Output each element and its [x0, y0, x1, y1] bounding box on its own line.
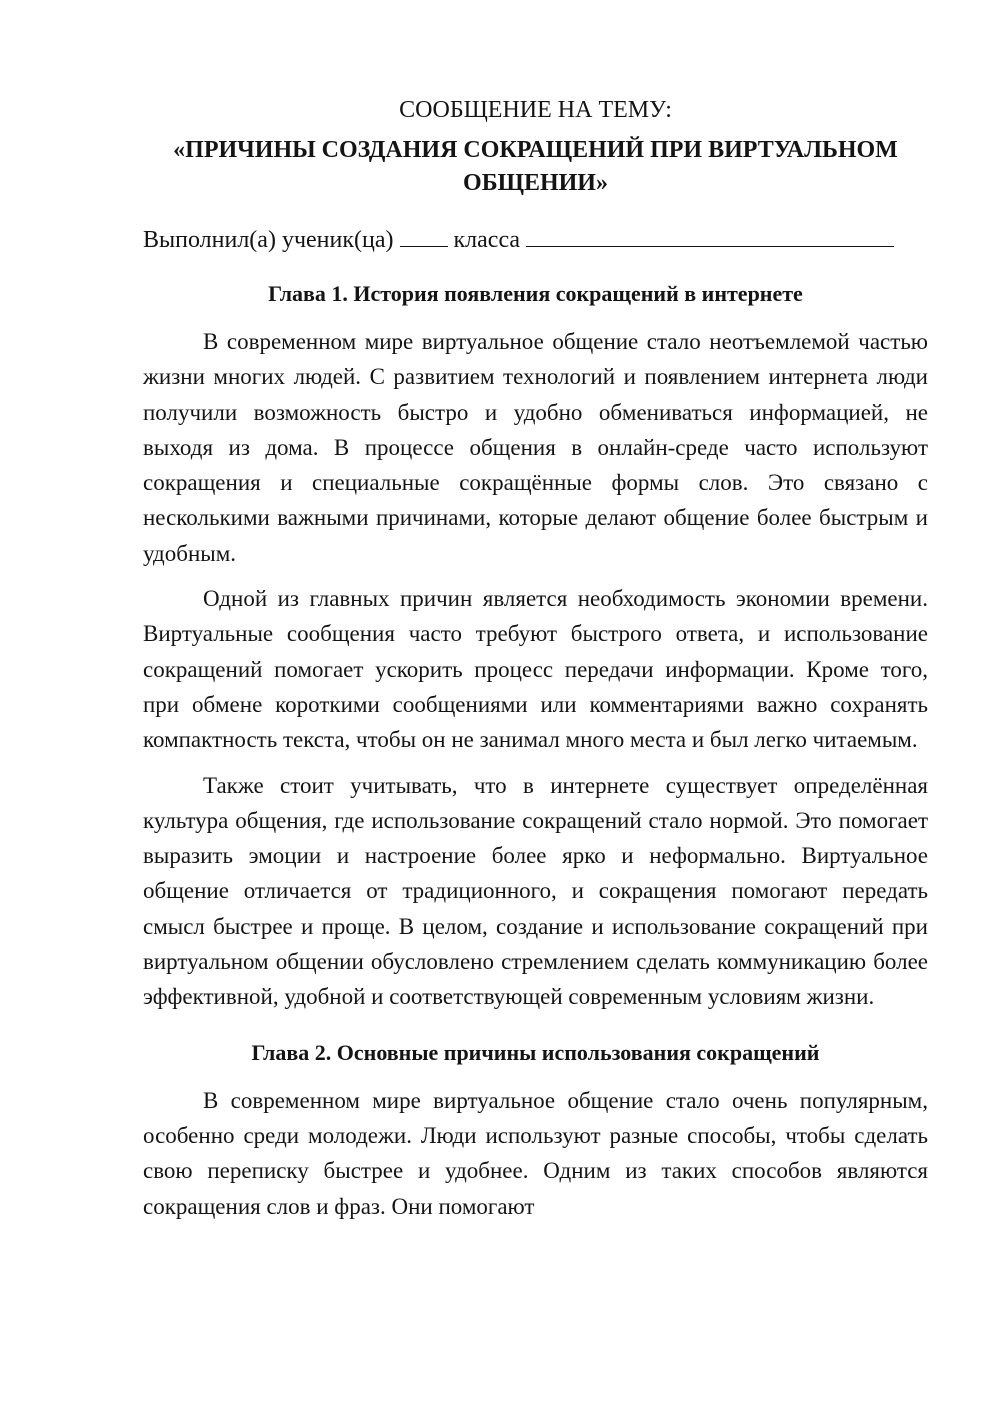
class-label: класса [453, 227, 521, 253]
class-number-blank[interactable] [400, 222, 448, 247]
student-name-blank[interactable] [526, 222, 894, 247]
performed-by-label: Выполнил(а) ученик(ца) [143, 227, 394, 253]
chapter-1-paragraph-2: Одной из главных причин является необходимость экономии времени. Виртуальные сообщения часто требуют быстрого ответа, и использование сокращений помогает ускорить процесс передачи информации. Кроме того, при обмене короткими сообщениями или комментариями важно сохранять компактность текста, чтобы он не занимал много места и был легко читаемым. [143, 586, 928, 753]
chapter-1-paragraph-1: В современном мире виртуальное общение стало неотъемлемой частью жизни многих людей. С развитием технологий и появлением интернета люди получили возможность быстро и удобно обмениваться информацией, не выходя из дома. В процессе общения в онлайн-среде часто используют сокращения и специальные сокращённые формы слов. Это связано с несколькими важными причинами, которые делают общение более быстрым и удобным. [143, 329, 928, 566]
document-page [143, 92, 928, 1224]
chapter-2-paragraph-1: В современном мире виртуальное общение стало очень популярным, особенно среди молодежи. Люди используют разные способы, чтобы сделать свою переписку быстрее и удобнее. Одним из таких способов являются сокращения слов и фраз. Они помогают [143, 1087, 928, 1219]
chapter-1-paragraph-3: Также стоит учитывать, что в интернете существует определённая культура общения, где использование сокращений стало нормой. Это помогает выразить эмоции и настроение более ярко и неформально. Виртуальное общение отличается от традиционного, и сокращения помогают передать смысл быстрее и проще. В целом, создание и использование сокращений при виртуальном общении обусловлено стремлением сделать коммуникацию более эффективной, удобной и соответствующей современным условиям жизни. [143, 772, 928, 1010]
topic-label: СООБЩЕНИЕ НА ТЕМУ: [399, 97, 672, 123]
chapter-2-heading: Глава 2. Основные причины использования сокращений [251, 1039, 820, 1065]
chapter-1-heading: Глава 1. История появления сокращений в интернете [268, 281, 803, 306]
author-line [143, 222, 928, 258]
document-title: «ПРИЧИНЫ СОЗДАНИЯ СОКРАЩЕНИЙ ПРИ ВИРТУАЛЬНОМ ОБЩЕНИИ» [173, 137, 898, 196]
